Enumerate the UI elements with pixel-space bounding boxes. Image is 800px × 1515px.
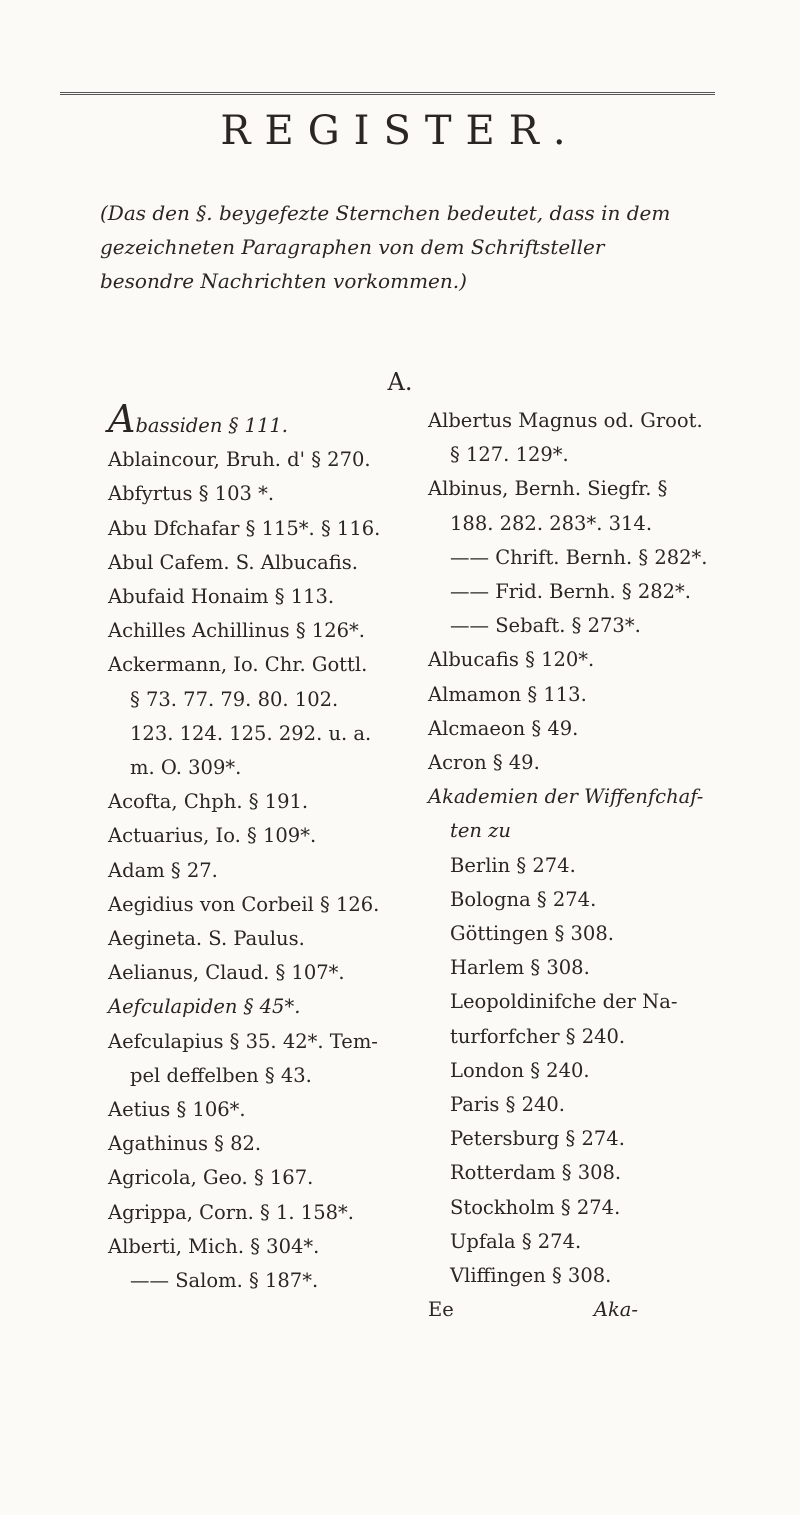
index-entry: Aefculapiden § 45*.: [108, 995, 301, 1019]
index-entry: Alcmaeon § 49.: [428, 716, 579, 740]
intro-note: (Das den §. beygefezte Sternchen bedeutet, dass in dem gezeichneten Paragraphen von dem Schriftsteller besondre Nachrichten vorkommen.): [100, 201, 671, 293]
index-entry: § 127. 129*.: [450, 443, 569, 467]
index-entry: Berlin § 274.: [450, 853, 576, 877]
right-column: [428, 404, 724, 1327]
index-entry: —— Sebaft. § 273*.: [450, 614, 641, 638]
index-entry: —— Frid. Bernh. § 282*.: [450, 580, 691, 604]
index-entry: Alberti, Mich. § 304*.: [108, 1234, 320, 1258]
index-entry: —— Chrift. Bernh. § 282*.: [450, 545, 708, 569]
index-entry: Göttingen § 308.: [450, 922, 614, 946]
header-rule: [60, 92, 715, 95]
index-entry: Vliffingen § 308.: [450, 1264, 612, 1288]
index-entry: —— Salom. § 187*.: [130, 1269, 319, 1293]
index-entry: 188. 282. 283*. 314.: [450, 511, 653, 535]
index-entry: pel deffelben § 43.: [130, 1063, 312, 1087]
index-entry: Adam § 27.: [108, 858, 218, 882]
index-entry: Rotterdam § 308.: [450, 1161, 622, 1185]
index-entry: Harlem § 308.: [450, 956, 590, 980]
page-title: REGISTER.: [220, 108, 580, 154]
index-entry: Aegineta. S. Paulus.: [108, 927, 305, 951]
index-entry: Ackermann, Io. Chr. Gottl.: [108, 653, 368, 677]
index-entry: turforfcher § 240.: [450, 1024, 626, 1048]
index-entry: Aefculapius § 35. 42*. Tem-: [108, 1029, 378, 1053]
index-entry: Abufaid Honaim § 113.: [108, 585, 335, 609]
index-entry: Albertus Magnus od. Groot.: [428, 409, 703, 432]
index-entry: Leopoldinifche der Na-: [450, 990, 678, 1014]
index-entry: § 73. 77. 79. 80. 102.: [130, 687, 339, 711]
page-footer: [428, 1293, 638, 1327]
signature-mark: Ee: [428, 1298, 454, 1322]
index-entry: Aelianus, Claud. § 107*.: [108, 961, 345, 985]
section-letter: A.: [387, 368, 413, 396]
index-entry: Albucafis § 120*.: [428, 648, 595, 672]
index-entry: Aegidius von Corbeil § 126.: [108, 892, 380, 916]
index-entry: Abul Cafem. S. Albucafis.: [108, 550, 358, 574]
index-entry: Agathinus § 82.: [108, 1132, 262, 1156]
index-entry: Petersburg § 274.: [450, 1127, 625, 1151]
index-entry: Agricola, Geo. § 167.: [108, 1166, 314, 1190]
index-entry: Upfala § 274.: [450, 1229, 582, 1253]
index-entry: m. O. 309*.: [130, 756, 242, 780]
index-entry: 123. 124. 125. 292. u. a.: [130, 721, 372, 745]
index-entry: Achilles Achillinus § 126*.: [108, 619, 365, 643]
index-entry: Abfyrtus § 103 *.: [108, 482, 275, 506]
index-entry: Albinus, Bernh. Siegfr. §: [428, 477, 668, 501]
index-entry: Almamon § 113.: [428, 682, 587, 706]
index-entry: Abu Dfchafar § 115*. § 116.: [108, 516, 381, 540]
index-entry: Paris § 240.: [450, 1093, 566, 1117]
index-entry: Stockholm § 274.: [450, 1195, 621, 1219]
index-entry: Acron § 49.: [428, 751, 540, 775]
index-entry: London § 240.: [450, 1058, 590, 1082]
entry-text: bassiden § 111.: [135, 414, 288, 437]
index-entry: Akademien der Wiffenfchaf-: [428, 785, 704, 809]
catchword: Aka-: [593, 1298, 638, 1322]
index-entry: Aetius § 106*.: [108, 1098, 246, 1122]
index-entry: Acofta, Chph. § 191.: [108, 790, 309, 814]
index-entry: Actuarius, Io. § 109*.: [108, 824, 317, 848]
index-entry: Bologna § 274.: [450, 887, 597, 911]
index-entry: [108, 397, 404, 443]
index-entry: ten zu: [450, 819, 511, 843]
index-entry: Agrippa, Corn. § 1. 158*.: [108, 1200, 354, 1224]
initial-capital: A: [108, 397, 136, 441]
left-column: [108, 397, 404, 1298]
index-entry: Ablaincour, Bruh. d' § 270.: [108, 448, 371, 472]
